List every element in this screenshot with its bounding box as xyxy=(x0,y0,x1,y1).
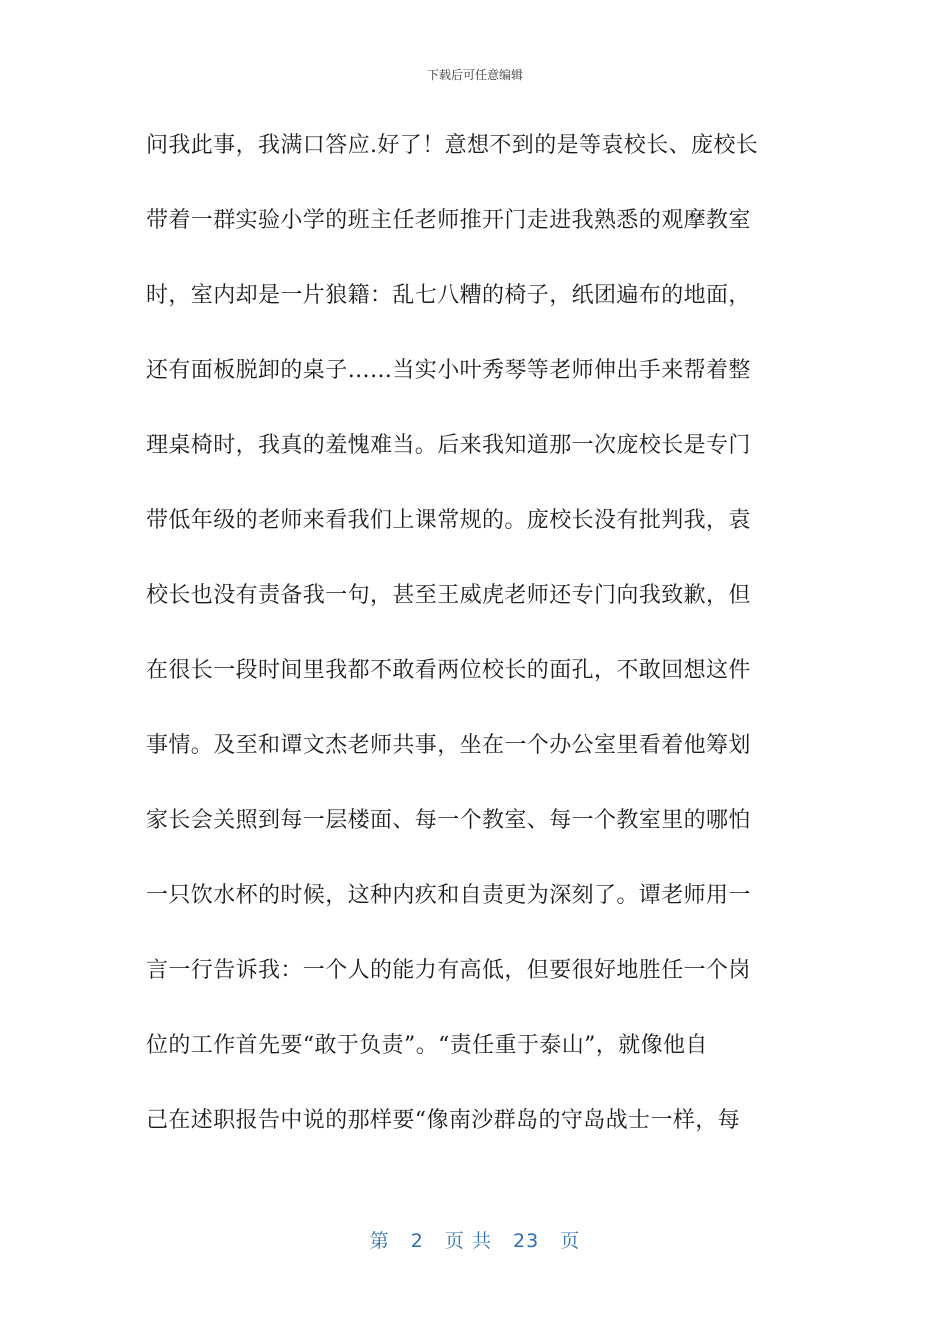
footer-prefix: 第 xyxy=(369,1230,390,1252)
document-body xyxy=(146,120,806,1170)
footer-current-page: 2 xyxy=(410,1230,424,1252)
text-line: 还有面板脱卸的桌子……当实小叶秀琴等老师伸出手来帮着整 xyxy=(146,358,751,383)
footer-total-pages: 23 xyxy=(513,1230,540,1252)
footer-middle: 页 共 xyxy=(444,1230,492,1252)
text-line: 问我此事，我满口答应.好了！意想不到的是等袁校长、庞校长 xyxy=(146,133,759,158)
text-line: 带低年级的老师来看我们上课常规的。庞校长没有批判我，袁 xyxy=(146,508,751,533)
page-footer xyxy=(0,1226,950,1253)
text-line: 理桌椅时，我真的羞愧难当。后来我知道那一次庞校长是专门 xyxy=(146,433,751,458)
text-line: 言一行告诉我：一个人的能力有高低，但要很好地胜任一个岗 xyxy=(146,958,751,983)
text-line: 家长会关照到每一层楼面、每一个教室、每一个教室里的哪怕 xyxy=(146,808,751,833)
text-line: 己在述职报告中说的那样要“像南沙群岛的守岛战士一样，每 xyxy=(146,1108,741,1133)
text-line: 带着一群实验小学的班主任老师推开门走进我熟悉的观摩教室 xyxy=(146,208,751,233)
text-line: 校长也没有责备我一句，甚至王威虎老师还专门向我致歉，但 xyxy=(146,583,751,608)
text-line: 时，室内却是一片狼籍：乱七八糟的椅子，纸团遍布的地面， xyxy=(146,283,751,308)
text-line: 一只饮水杯的时候，这种内疚和自责更为深刻了。谭老师用一 xyxy=(146,883,751,908)
text-line: 位的工作首先要“敢于负责”。“责任重于泰山”，就像他自 xyxy=(146,1033,708,1058)
text-line: 事情。及至和谭文杰老师共事，坐在一个办公室里看着他筹划 xyxy=(146,733,751,758)
text-line: 在很长一段时间里我都不敢看两位校长的面孔，不敢回想这件 xyxy=(146,658,751,683)
footer-suffix: 页 xyxy=(560,1230,581,1252)
page-header-note: 下载后可任意编辑 xyxy=(426,68,523,82)
